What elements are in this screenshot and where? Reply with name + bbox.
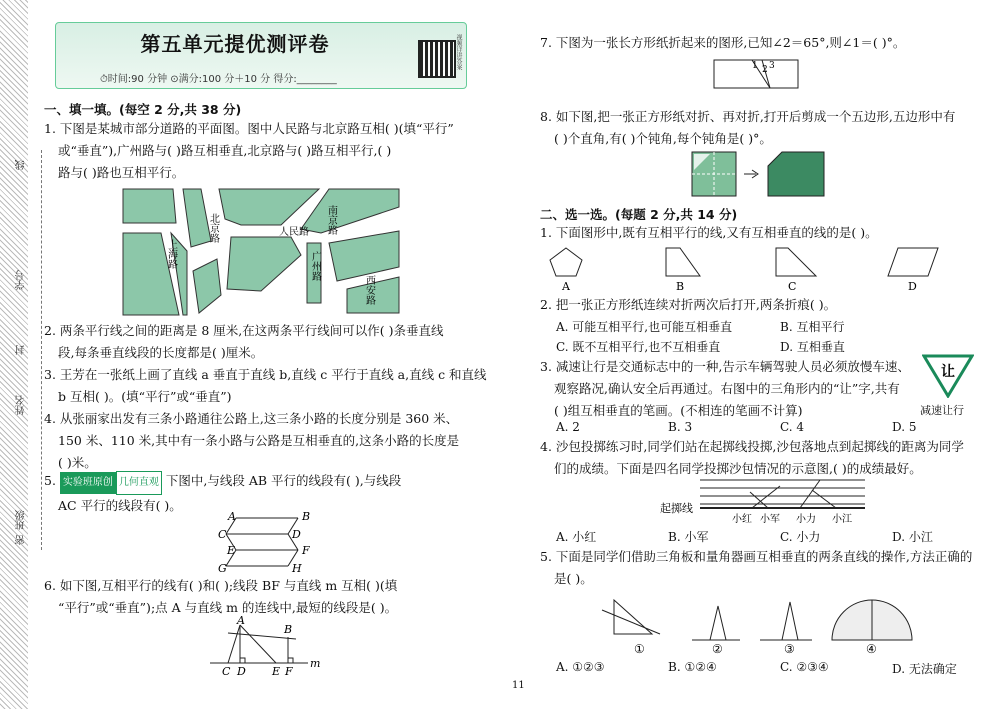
q6-line2: “平行”或“垂直”);点 A 与直线 m 的连线中,最短的线段是( )。: [58, 600, 398, 615]
c2-option-b[interactable]: B. 互相平行: [780, 320, 845, 334]
c5-option-d[interactable]: D. 无法确定: [892, 662, 957, 676]
c5-option-c[interactable]: C. ②③④: [780, 660, 829, 674]
c3-option-a[interactable]: A. 2: [556, 420, 580, 434]
pt-H: H: [292, 562, 302, 575]
q1-line3: 路与( )路也互相平行。: [58, 165, 185, 180]
question-6: [44, 575, 489, 619]
name-xiaojiang: 小江: [832, 514, 852, 525]
parallelogram-shape: [888, 248, 938, 276]
choice-1-shapes: [548, 244, 948, 294]
question-4: [44, 408, 489, 474]
q1-line1: 1. 下图是某城市部分道路的平面图。图中人民路与北京路互相( )(填“平行”: [44, 121, 454, 136]
pt-B2: B: [284, 623, 293, 636]
road-label-guangzhou: 广州路: [309, 251, 321, 281]
margin-label-xuehao: 学号: [16, 270, 27, 290]
yield-sign-char: 让: [941, 364, 955, 380]
pt-F2: F: [285, 665, 293, 677]
c5-num-4: ④: [866, 642, 877, 656]
c1-label-c: C: [788, 280, 797, 293]
yield-sign-caption: 减速让行: [920, 404, 964, 417]
pt-B: B: [302, 510, 311, 523]
question-1: [44, 118, 489, 184]
pt-F: F: [302, 544, 310, 557]
throw-diagram: [660, 476, 870, 526]
q8-line2: ( )个直角,有( )个钝角,每个钝角是( )°。: [554, 131, 772, 146]
choice-4: [540, 436, 980, 480]
margin-mark-feng: 封: [16, 345, 27, 355]
q4-line2: 150 米、110 米,其中有一条小路与公路是互相垂直的,这条小路的长度是: [58, 433, 460, 448]
c4-option-a[interactable]: A. 小红: [556, 530, 597, 544]
c1-label-b: B: [676, 280, 685, 293]
road-map-diagram: [121, 185, 401, 317]
section1-heading: 一、填一填。(每空 2 分,共 38 分): [44, 102, 242, 117]
c4-option-c[interactable]: C. 小力: [780, 530, 821, 544]
margin-mark-mi: 密: [16, 535, 27, 545]
c5-line1: 5. 下面是同学们借助三角板和量角器画互相垂直的两条直线的操作,方法正确的: [540, 549, 973, 564]
road-label-xian: 西安路: [363, 275, 375, 305]
road-label-beijing: 北京路: [207, 213, 219, 243]
q5-line1: 下图中,与线段 AB 平行的线段有( ),与线段: [165, 473, 402, 488]
yield-sign-icon: [922, 354, 974, 398]
c4-line2: 们的成绩。下面是四名同学投掷沙包情况的示意图,( )的成绩最好。: [554, 461, 922, 476]
start-line-label: 起掷线: [660, 502, 693, 515]
name-xiaohong: 小红: [732, 514, 752, 525]
q2-line1: 2. 两条平行线之间的距离是 8 厘米,在这两条平行线间可以作( )条垂直线: [44, 323, 444, 338]
choice-3: [540, 356, 930, 422]
margin-mark-xian: 线: [16, 160, 27, 170]
pt-G: G: [218, 562, 227, 575]
folded-paper-figure: [712, 56, 802, 90]
pt-A2: A: [237, 615, 245, 627]
c5-option-a[interactable]: A. ①②③: [556, 660, 605, 674]
pt-E2: E: [272, 665, 281, 677]
c3-option-c[interactable]: C. 4: [780, 420, 805, 434]
parallelogram-figure: [218, 510, 318, 576]
c1-question: 1. 下面图形中,既有互相平行的线,又有互相垂直的线的是( )。: [540, 225, 878, 240]
q8-line1: 8. 如下图,把一张正方形纸对折、再对折,打开后剪成一个五边形,五边形中有: [540, 109, 956, 124]
c2-option-a[interactable]: A. 可能互相平行,也可能互相垂直: [556, 320, 733, 334]
pt-D: D: [292, 528, 301, 541]
right-trapezoid-shape: [776, 248, 816, 276]
c3-line2: 观察路况,确认安全后再通过。右图中的三角形内的“让”字,共有: [554, 381, 900, 396]
pt-C2: C: [222, 665, 231, 677]
margin-label-banji: 班级: [16, 510, 27, 530]
c5-line2: 是( )。: [554, 571, 593, 586]
c4-line1: 4. 沙包投掷练习时,同学们站在起掷线投掷,沙包落地点到起掷线的距离为同学: [540, 439, 964, 454]
c2-question: 2. 把一张正方形纸连续对折两次后打开,两条折痕( )。: [540, 297, 837, 312]
c3-option-d[interactable]: D. 5: [892, 420, 917, 434]
set-square-3: [782, 602, 798, 640]
choice-2: [540, 294, 980, 316]
road-label-renmin: 人民路: [279, 227, 309, 238]
choice-1: [540, 222, 980, 244]
angle-1: 1: [752, 61, 758, 71]
question-8: [540, 106, 980, 150]
c5-num-3: ③: [784, 642, 795, 656]
perpendicular-figure: [208, 615, 323, 677]
c5-num-1: ①: [634, 642, 645, 656]
c5-option-b[interactable]: B. ①②④: [668, 660, 717, 674]
exam-meta: ⏱时间:90 分钟 ⊙满分:100 分＋10 分 得分:________: [100, 74, 337, 85]
q3-line1: 3. 王芳在一张纸上画了直线 a 垂直于直线 b,直线 c 平行于直线 a,直线 c 和直线: [44, 367, 487, 382]
pt-D2: D: [237, 665, 246, 677]
c1-label-a: A: [562, 280, 570, 293]
c1-label-d: D: [908, 280, 917, 293]
line-m-label: m: [310, 657, 321, 670]
q5-number: 5.: [44, 473, 56, 488]
pentagon-shape: [550, 248, 582, 276]
tag-original: 实验班原创: [60, 472, 116, 494]
q4-line1: 4. 从张丽家出发有三条小路通往公路上,这三条小路的长度分别是 360 米、: [44, 411, 459, 426]
pt-C: C: [218, 528, 227, 541]
q3-line2: b 互相( )。(填“平行”或“垂直”): [58, 389, 232, 404]
c2-option-c[interactable]: C. 既不互相平行,也不互相垂直: [556, 340, 721, 354]
trapezoid-shape: [666, 248, 700, 276]
page-number: 11: [512, 680, 525, 691]
square-fold-figure: [690, 150, 830, 198]
q1-line2: 或“垂直”),广州路与( )路互相垂直,北京路与( )路互相平行,( ): [58, 143, 392, 158]
q7-line1: 7. 下图为一张长方形纸折起来的图形,已知∠2＝65°,则∠1＝( )°。: [540, 35, 906, 50]
pt-A: A: [228, 510, 236, 523]
question-7: [540, 32, 980, 54]
question-2: [44, 320, 489, 364]
page-title: 第五单元提优测评卷: [140, 32, 330, 56]
angle-2: 2: [762, 65, 768, 75]
block-nw: [123, 189, 176, 223]
road-label-nanjing: 南京路: [325, 205, 337, 235]
margin-label-xingming: 姓名: [16, 395, 27, 415]
q5-line2: AC 平行的线段有( )。: [58, 498, 182, 513]
q2-line2: 段,每条垂直线段的长度都是( )厘米。: [58, 345, 264, 360]
name-xiaojun: 小军: [760, 514, 780, 525]
name-xiaoli: 小力: [796, 514, 816, 525]
c4-option-b[interactable]: B. 小军: [668, 530, 709, 544]
c3-line3: ( )组互相垂直的笔画。(不相连的笔画不计算): [554, 403, 803, 418]
q6-line1: 6. 如下图,互相平行的线有( )和( );线段 BF 与直线 m 互相( )(填: [44, 578, 398, 593]
c3-option-b[interactable]: B. 3: [668, 420, 693, 434]
c3-line1: 3. 减速让行是交通标志中的一种,告示车辆驾驶人员必须放慢车速、: [540, 359, 910, 374]
c4-option-d[interactable]: D. 小江: [892, 530, 933, 544]
choice-5: [540, 546, 980, 590]
pt-E: E: [227, 544, 236, 557]
tag-geometry: 几何直观: [116, 471, 162, 495]
road-label-shanghai: 上海路: [165, 239, 177, 269]
q4-line3: ( )米。: [58, 455, 97, 470]
qr-code-icon[interactable]: [418, 40, 456, 78]
triangle-protractor-figure: [600, 596, 930, 656]
set-square-2: [710, 606, 726, 640]
qr-caption: 视频详讲答案: [455, 34, 462, 70]
arrow-right-icon: [744, 170, 758, 178]
c5-num-2: ②: [712, 642, 723, 656]
question-3: [44, 364, 489, 408]
angle-3: 3: [769, 61, 775, 71]
c2-option-d[interactable]: D. 互相垂直: [780, 340, 845, 354]
cut-line: [41, 150, 42, 550]
section2-heading: 二、选一选。(每题 2 分,共 14 分): [540, 207, 738, 222]
